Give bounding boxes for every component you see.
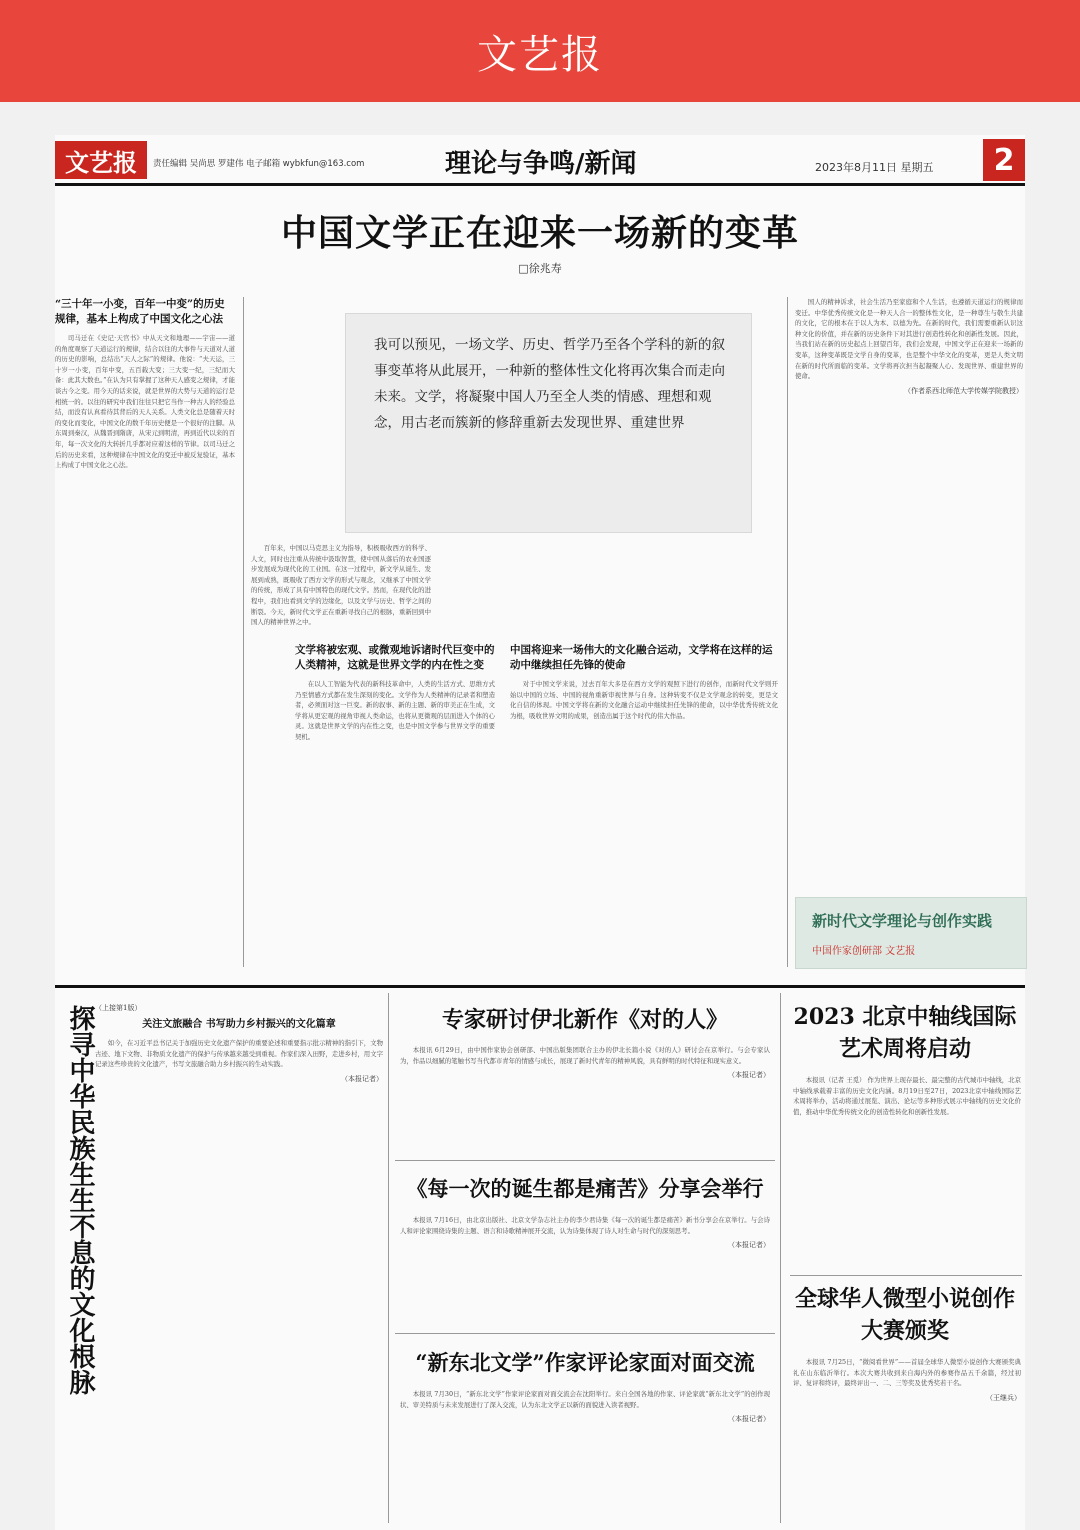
- newspaper-page: [55, 135, 1025, 1530]
- page-number: 2: [983, 139, 1025, 181]
- article-body-3: 在以人工智能为代表的新科技革命中，人类的生活方式、思维方式乃至情感方式都在发生深刻的变化。文学作为人类精神的记录者和塑造者，必须面对这一巨变。新的叙事、新的主题、新的审美正在生成，文学将从更宏观的视角审视人类命运，也将从更微观的层面进入个体的心灵。这就是世界文学的内在性之变，也是中国文学参与世界文学的重要契机。: [295, 680, 495, 741]
- vertical-story-body: 如今，在习近平总书记关于加强历史文化遗产保护的重要论述和重要指示批示精神的指引下，文物古迹、地下文物、非物质文化遗产的保护与传承越来越受到重视。作家们深入田野，走进乡村，用文字记录这些珍贵的文化遗产，书写文旅融合助力乡村振兴的生动实践。: [95, 1039, 383, 1069]
- article-body-2: 百年来，中国以马克思主义为指导，积极吸收西方的科学、人文，同时也注重从传统中汲取智慧，使中国从落后的农业国逐步发展成为现代化的工业国。在这一过程中，新文学从诞生、发展到成熟，既吸收了西方文学的形式与观念，又继承了中国文学的传统，形成了具有中国特色的现代文学。然而，在现代化的进程中，我们也看到文学的边缘化，以及文学与历史、哲学之间的断裂。今天，新时代文学正在重新寻找自己的根脉，重新回到中国人的精神世界之中。: [251, 544, 431, 627]
- story-5: [793, 1357, 1021, 1403]
- story-3-signature: （本报记者）: [728, 1415, 770, 1424]
- article-column-4: [510, 543, 778, 721]
- vertical-story-subhead: 关注文旅融合 书写助力乡村振兴的文化篇章: [142, 1019, 336, 1030]
- story-2-body: 本报讯 7月16日，由北京出版社、北京文学杂志社主办的李少君诗集《每一次的诞生都是痛苦》新书分享会在京举行。与会诗人和评论家围绕诗集的主题、语言和诗歌精神展开交流，认为诗集体现了诗人对生命与时代的深刻思考。: [400, 1216, 770, 1235]
- story-divider: [790, 1275, 1022, 1276]
- story-2-title: 《每一次的诞生都是痛苦》分享会举行: [406, 1176, 764, 1201]
- article-body-4: 对于中国文学来说，过去百年大多是在西方文学的观照下进行的创作，而新时代文学则开始以中国的立场、中国的视角重新审视世界与自身。这种转变不仅是文学观念的转变，更是文化自信的体现。中国文学将在新的文化融合运动中继续担任先锋的使命，以中华优秀传统文化为根，吸收世界文明的成果，创造出属于这个时代的伟大作品。: [510, 680, 778, 720]
- story-3-title: “新东北文学”作家评论家面对面交流: [415, 1350, 755, 1375]
- story-5-body: 本报讯 7月25日，“微阅看世界”——首届全球华人微型小说创作大赛颁奖典礼在山东临沂举行。本次大赛共收到来自海内外的参赛作品五千余篇，经过初评、复评和终评，最终评出一、二、三等奖及优秀奖若干名。: [793, 1358, 1021, 1388]
- newspaper-logo: 文艺报: [55, 141, 147, 179]
- story-3: [400, 1389, 770, 1424]
- column-divider: [787, 297, 788, 967]
- vertical-story: [95, 1003, 383, 1084]
- article-column-5: [795, 297, 1023, 396]
- article-subhead-1: “三十年一小变，百年一中变”的历史规律，基本上构成了中国文化之心法: [55, 298, 225, 325]
- article-subhead-2: 文学将被宏观、或微观地诉诸时代巨变中的人类精神，这就是世界文学的内在性之变: [295, 644, 495, 671]
- article-column-3: [295, 643, 495, 743]
- column-divider: [243, 297, 244, 967]
- story-divider: [395, 1160, 775, 1161]
- section-divider: [55, 985, 1025, 988]
- issue-date: 2023年8月11日 星期五: [815, 161, 934, 174]
- story-1-signature: （本报记者）: [728, 1071, 770, 1080]
- app-title-bar: [0, 0, 1080, 102]
- promo-subtitle: 中国作家创研部 文艺报: [812, 946, 916, 957]
- pull-quote: 我可以预见，一场文学、历史、哲学乃至各个学科的新的叙事变革将从此展开，一种新的整体性文化将再次集合而走向未来。文学，将凝聚中国人乃至全人类的情感、理想和观念，用古老而簇新的修辞重新去发现世界、重建世界: [374, 337, 725, 431]
- article-byline: □徐兆寿: [518, 262, 562, 275]
- author-note: （作者系西北师范大学传媒学院教授）: [904, 386, 1023, 395]
- vertical-story-title: 探寻中华民族生生不息的文化根脉: [65, 1005, 95, 1395]
- column-divider: [780, 993, 781, 1523]
- story-5-signature: （王继兵）: [986, 1393, 1021, 1402]
- story-4-title: 2023 北京中轴线国际艺术周将启动: [793, 1004, 1017, 1062]
- story-2-signature: （本报记者）: [728, 1241, 770, 1250]
- vertical-story-note: （上接第1版）: [95, 1004, 142, 1012]
- section-title: 理论与争鸣/新闻: [445, 149, 637, 179]
- story-1-body: 本报讯 6月29日，由中国作家协会创研部、中国出版集团联合主办的伊北长篇小说《对的人》研讨会在京举行。与会专家认为，作品以细腻的笔触书写当代都市青年的情感与成长，展现了新时代青年的精神风貌，具有鲜明的时代特征和现实意义。: [400, 1046, 770, 1065]
- article-body-1: 司马迁在《史记·天官书》中从天文和地理——宇宙——道的角度观察了天道运行的规律，结合以往的大事件与天道对人道的历史的影响，总结出“天人之际”的规律。他说：“夫天运，三十岁一小变，百年中变，五百载大变；三大变一纪，三纪而大备：此其大数也。”在认为只有掌握了这种天人感变之规律，才能谈古今之变。用今天的话来说，就是世界的大势与天道的运行是相统一的。以往的研究中我们往往只把它当作一种古人的经验总结，而没有认真看待其背后的天人关系。人类文化总是随着天时的变化而变化，中国文化的数千年历史便是一个很好的注脚。从东周到秦汉，从魏晋到隋唐，从宋元到明清，再到近代以来的百年，每一次文化的大转折几乎都对应着这样的节律。以司马迁之后的历史来看，这种规律在中国文化的变迁中被反复验证，基本上构成了中国文化之心法。: [55, 334, 235, 470]
- article-column-1: [55, 297, 235, 471]
- story-2: [400, 1215, 770, 1250]
- story-4-body: 本报讯（记者 王觅） 作为世界上现存最长、最完整的古代城市中轴线，北京中轴线承载着丰富的历史文化内涵。8月19日至27日，2023北京中轴线国际艺术周将举办，活动将通过展览、演出、论坛等多种形式展示中轴线的历史文化价值，推动中华优秀传统文化的创造性转化和创新性发展。: [793, 1076, 1021, 1116]
- promo-title: 新时代文学理论与创作实践: [812, 912, 993, 930]
- story-1-title: 专家研讨伊北新作《对的人》: [441, 1007, 728, 1033]
- story-1: [400, 1045, 770, 1080]
- article-headline: 中国文学正在迎来一场新的变革: [280, 212, 799, 254]
- story-divider: [395, 1333, 775, 1334]
- story-5-title: 全球华人微型小说创作大赛颁奖: [794, 1286, 1015, 1344]
- column-divider: [388, 993, 389, 1523]
- article-body-5: 国人的精神诉求，社会生活乃至家庭和个人生活，也遵循天道运行的规律而变迁。中华优秀传统文化是一种天人合一的整体性文化，是一种尊生与敬生共建的文化，它的根本在于以人为本、以德为先。在新的时代，我们需要重新认识这种文化的价值，并在新的历史条件下对其进行创造性转化和创新性发展。因此，当我们站在新的历史起点上回望百年，我们会发现，中国文学正在迎来一场新的变革，这种变革既是文学自身的变革，也是整个中华文化的变革，更是人类文明在新的时代所面临的变革。文学将再次担当起凝聚人心、发现世界、重建世界的使命。: [795, 298, 1023, 381]
- story-3-body: 本报讯 7月30日，“新东北文学”作家评论家面对面交流会在沈阳举行。来自全国各地的作家、评论家就“新东北文学”的创作现状、审美特质与未来发展进行了深入交流，认为东北文学正以新的面貌进入读者视野。: [400, 1390, 770, 1409]
- story-4: [793, 1075, 1021, 1117]
- vertical-story-signature: （本报记者）: [341, 1074, 383, 1083]
- article-subhead-3: 中国将迎来一场伟大的文化融合运动，文学将在这样的运动中继续担任先锋的使命: [510, 644, 773, 671]
- masthead: [55, 135, 1025, 186]
- pull-quote-box: [345, 313, 752, 533]
- editor-credits: 责任编辑 吴尚思 罗建伟 电子邮箱 wybkfun@163.com: [153, 159, 365, 169]
- app-title: 文艺报: [477, 31, 603, 78]
- promo-banner: [795, 897, 1027, 969]
- article-column-2: [251, 543, 431, 628]
